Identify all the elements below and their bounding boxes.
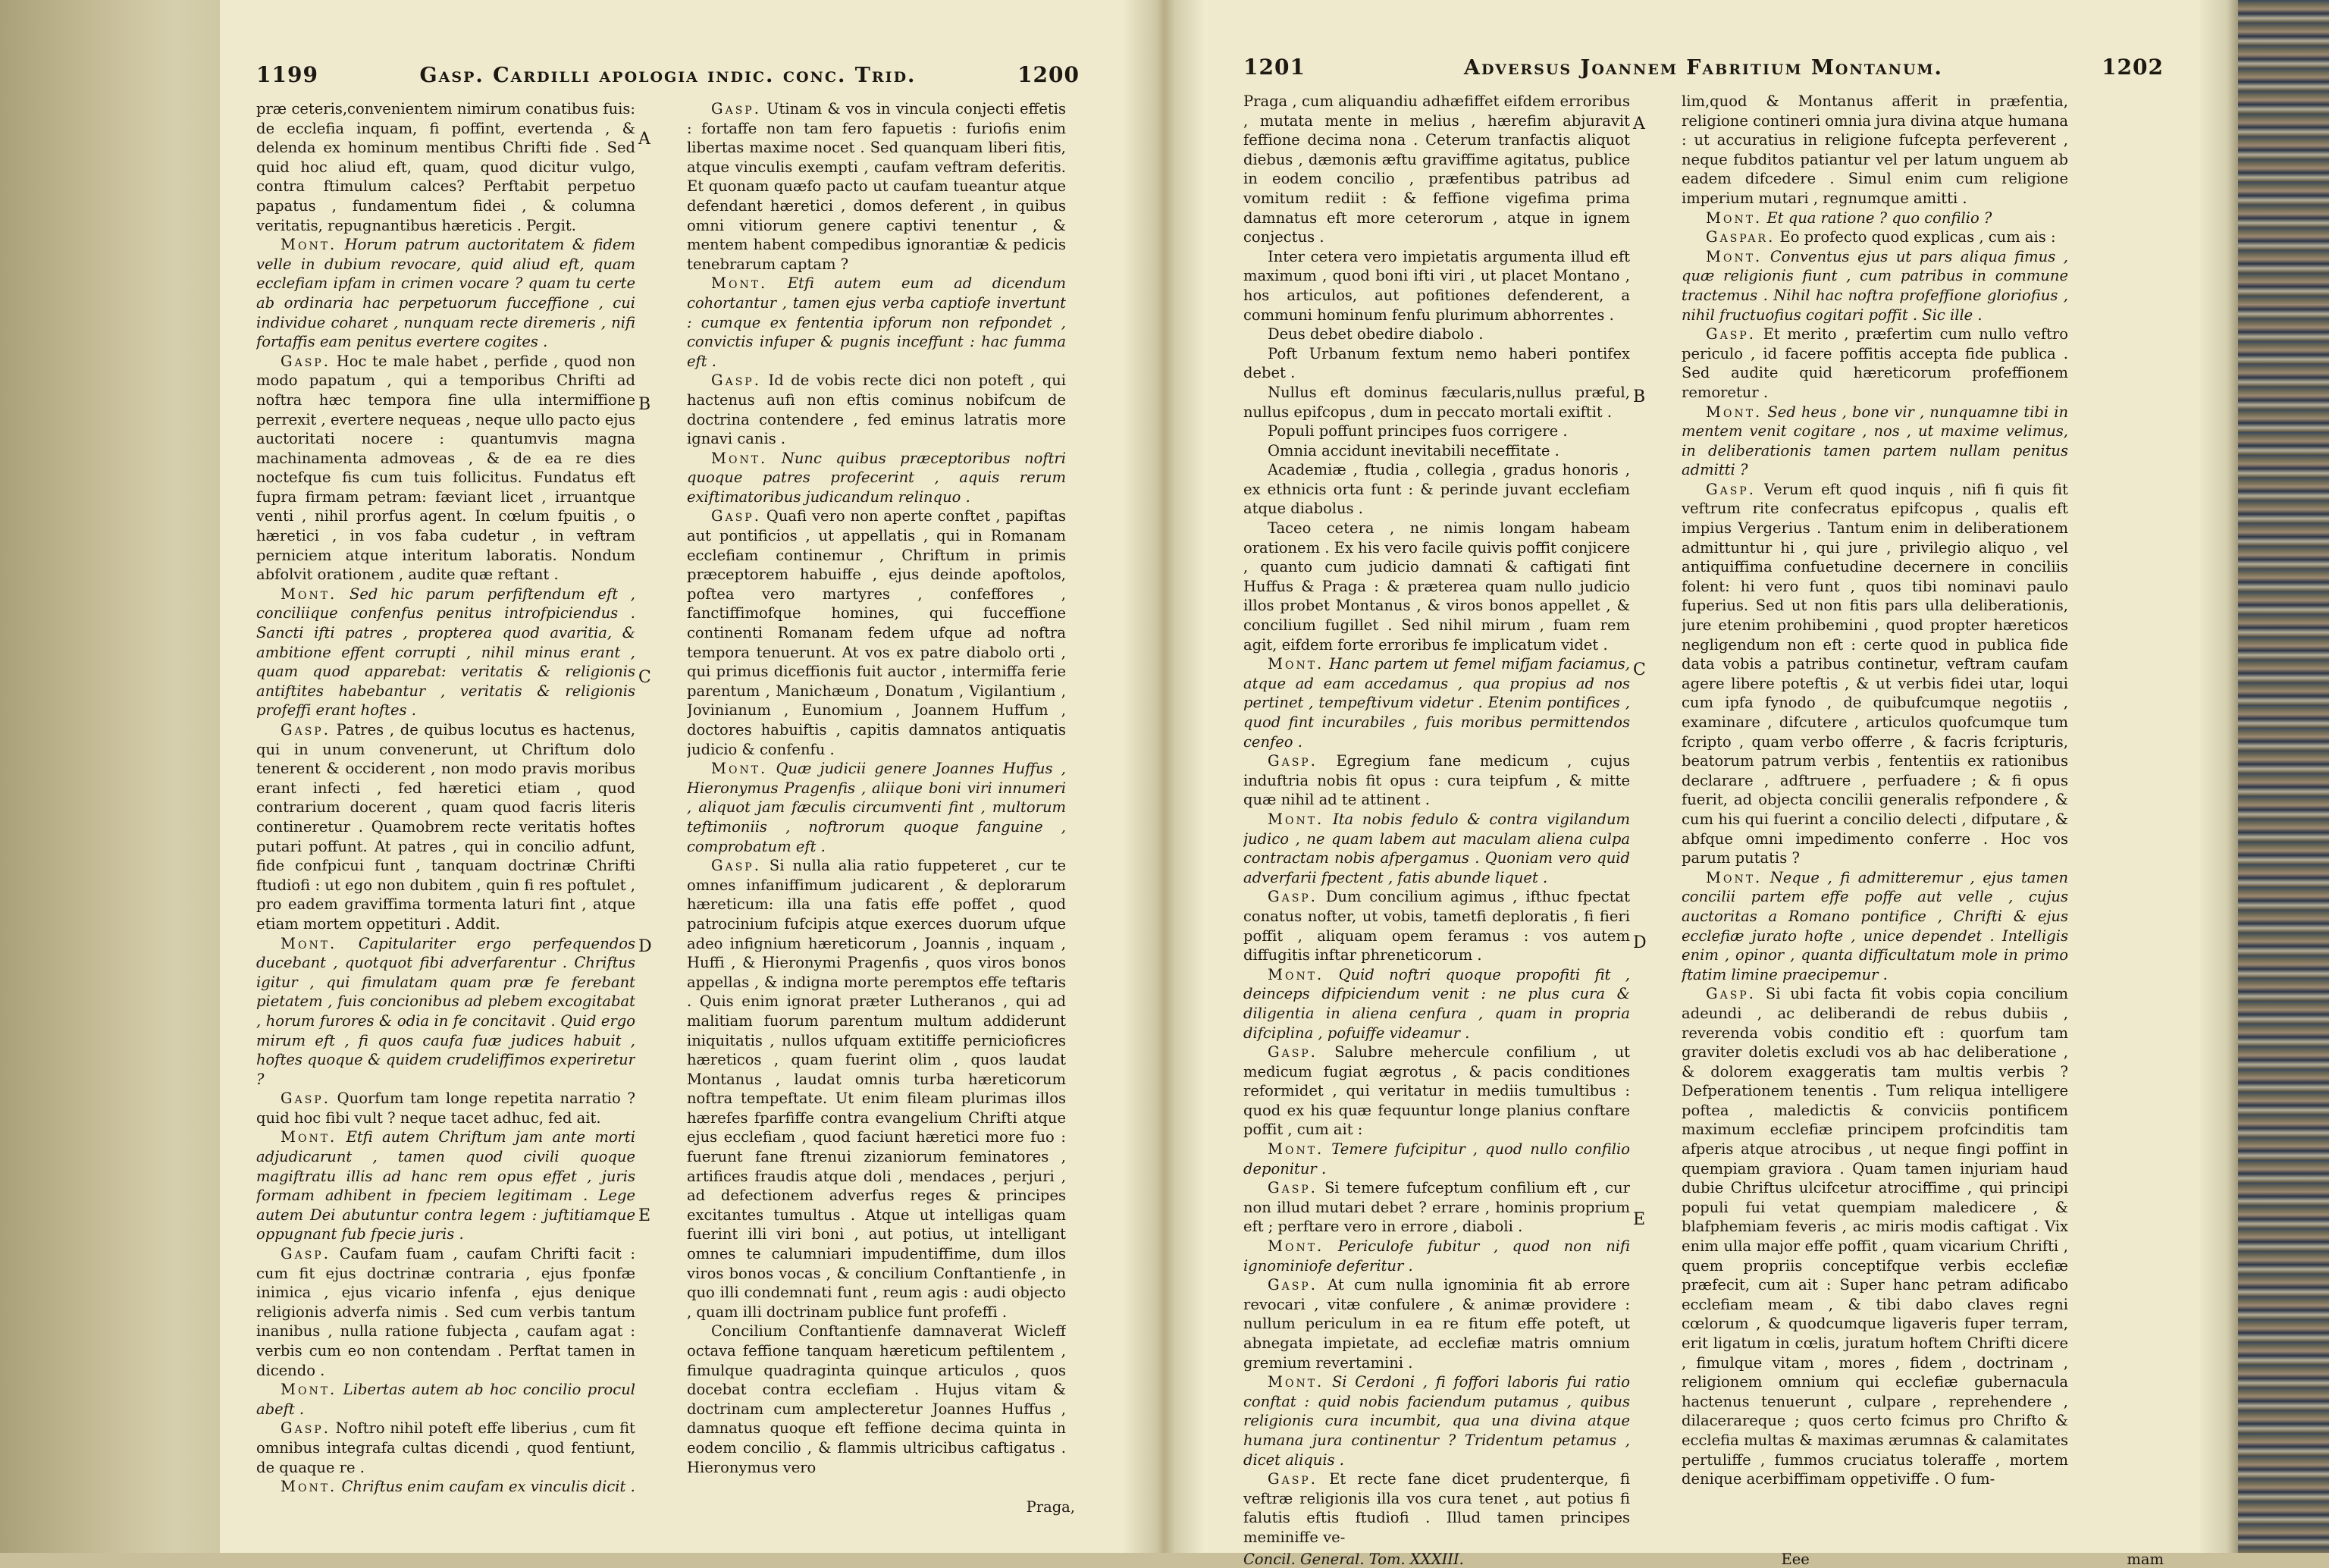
paragraph-text: Quid noftri quoque propofiti fit , deinceps difpiciendum venit : ne plus cura & diligentia in aliena cenfura , quam in propria difciplina , pofuiffe videamur . bbox=[1243, 965, 1630, 1042]
paragraph bbox=[256, 1089, 635, 1127]
running-head-left bbox=[256, 62, 1080, 87]
paragraph bbox=[256, 1244, 635, 1380]
paragraph-text: Verum eft quod inquis , nifi fi quis fit veftrum rite confecratus epifcopus , qualis eft impius Vergerius . Tantum enim in deliberationem admittuntur hi , qui jure , privilegio aliquo , vel antiquiffima confuetudine decernere in conciliis folent: hi vero funt , quos tibi nominavi paulo fuperius. Sed ut non fitis pars ulla deliberationis, jure etenim prohibemini , quod propter hæreticos negligendum non eft : certe quod in publica fide data vobis a patribus continetur, veftram caufam agere libere poteftis , & ut verbis fidei utar, loqui cum ipfa fynodo , de quibufcumque negotiis , examinare , difcutere , articulos quofcumque tum fcripto , quam verbo offerre , & facris fcripturis, beatorum patrum verbis , fententiis ex rationibus declarare , adftruere , perfuadere ; & fi opus fuerit, ad objecta concilii generalis refpondere , & cum his qui fuerint a concilio delecti , difputare , & abfque omni impedimento conferre . Hoc vos parum putatis ? bbox=[1682, 480, 2068, 867]
margin-letter: B bbox=[638, 395, 651, 414]
speaker-label: Mont. bbox=[281, 1478, 337, 1496]
paragraph bbox=[1682, 227, 2068, 247]
paragraph-text: Noftro nihil poteft effe liberius , cum fit omnibus integrafa cultas dicendi , quod fentiunt, de quaque re . bbox=[256, 1419, 635, 1476]
margin-letter: D bbox=[1633, 933, 1647, 952]
paragraph bbox=[1682, 209, 2068, 228]
text-column bbox=[1682, 92, 2068, 1548]
speaker-label: Mont. bbox=[1268, 965, 1324, 983]
paragraph bbox=[1243, 654, 1630, 751]
paragraph bbox=[1243, 325, 1630, 344]
paragraph bbox=[256, 99, 635, 235]
speaker-label: Gasp. bbox=[1706, 325, 1756, 343]
paragraph bbox=[1682, 480, 2068, 868]
speaker-label: Mont. bbox=[711, 274, 768, 293]
margin-letter: C bbox=[638, 668, 651, 687]
text-column bbox=[1243, 92, 1630, 1548]
text-column bbox=[256, 99, 635, 1497]
speaker-label: Gasp. bbox=[711, 100, 761, 118]
paragraph bbox=[1243, 1372, 1630, 1469]
margin-letters bbox=[635, 99, 661, 1497]
paragraph bbox=[1682, 403, 2068, 480]
speaker-label: Gasp. bbox=[1268, 888, 1318, 906]
speaker-label: Mont. bbox=[281, 585, 337, 603]
speaker-label: Gasp. bbox=[711, 372, 761, 390]
left-page bbox=[220, 0, 1122, 1553]
paragraph bbox=[1243, 1178, 1630, 1237]
paragraph-text: Hoc te male habet , perfide , quod non modo papatum , qui a temporibus Chrifti ad noftra hæc tempora fine ulla intermiffione perrexit , evertere nequeas , neque ullo pacto ejus auctoritati nocere : quantumvis magna machinamenta admoveas , & de ea re dies noctefque fis cum tuis follicitus. Fundatus eft fupra firmam petram: fæviant licet , irruantque venti , nihil prorfus agent. In cœlum fpuitis , o hæretici , in vos faba cudetur , in veftram perniciem atque interitum laboratis. Nondum abfolvit orationem , audite quæ reftant . bbox=[256, 352, 635, 584]
speaker-label: Gasp. bbox=[1268, 1470, 1318, 1488]
paragraph-text: Caufam fuam , caufam Chrifti facit : cum fit ejus doctrinæ contraria , ejus fponfæ inimica , ejus vicario infenfa , ejus denique religionis adverfa nimis . Sed cum verbis tantum inanibus , nulla ratione fubjecta , caufam agat : verbis cum eo non contendam . Perftat tamen in dicendo . bbox=[256, 1245, 635, 1379]
paragraph bbox=[1243, 422, 1630, 441]
margin-letter: C bbox=[1633, 660, 1646, 679]
paragraph-text: Nullus eft dominus fæcularis,nullus præful, nullus epifcopus , dum in peccato mortali exiftit . bbox=[1243, 383, 1630, 421]
margin-letters bbox=[1630, 92, 1656, 1548]
paragraph bbox=[687, 759, 1066, 856]
paragraph bbox=[256, 352, 635, 585]
speaker-label: Gasp. bbox=[281, 352, 331, 370]
paragraph-text: Capitulariter ergo perfequendos ducebant , quotquot fibi adverfarentur . Chriftus igitur , qui fimulatam quam præ fe ferebant pietatem , fuis concionibus ad plebem excogitabat , horum furores & odia in fe concitavit . Quid ergo mirum eft , fi quos caufa fuæ judices habuit , hoftes quoque & quidem crudeliffimos experiretur ? bbox=[256, 934, 635, 1088]
paragraph-text: Si ubi facta fit vobis copia concilium adeundi , ac deliberandi de rebus dubiis , reverenda vobis conditio eft : quorfum tam graviter doletis excludi vos ab hac deliberatione , & dolorem exaggeratis tam multis verbis ? Defperationem tenentis . Tum reliqua intelligere poftea , maledictis & conviciis pontificem maximum ecclefiæ principem profcinditis tam afperis atque atrocibus , ut neque fingi poffint in quempiam graviora . Quam tamen injuriam haud dubie Chriftus ulcifcetur atrociffime , qui principi populi fui vetat quempiam maledicere , & blafphemiam feveris , ac miris modis caftigat . Vix enim ulla major effe poffit , quam vicarium Chrifti , quem propriis conceptifque verbis ecclefiæ præfecit, cum ait : Super hanc petram adificabo ecclefiam meam , & tibi dabo claves regni cœlorum , & quodcumque ligaveris fuper terram, erit ligatum in cœlis, juratum hoftem Chrifti dicere , fimulque vitam , mores , fidem , doctrinam , religionem omnium qui ecclefiæ gubernacula hactenus tenuerunt , culpare , reprehendere , dilacerareque ; quos certo fcimus pro Chrifto & ecclefia multas & maximas ærumnas & calamitates pertuliffe , fummos cruciatus toleraffe , mortem denique acerbiffimam oppetiviffe . O fum- bbox=[1682, 985, 2068, 1488]
paragraph-text: Si nulla alia ratio fuppeteret , cur te omnes infaniffimum judicarent , & deplorarum hæreticum: illa una fatis effe poffet , quod patrocinium fufcipis atque exerces duorum ufque adeo infignium hæreticorum , Joannis , inquam , Huffi , & Hieronymi Pragenfis , quos viros bonos appellas , & indigna morte peremptos effe teftaris . Quis enim ignorat præter Lutheranos , qui ad malitiam fuorum parentum multum addiderunt iniquitatis , nullos ufquam extitiffe pernicioficres hæreticos , quam fuerint olim , quos laudat Montanus , laudat omnis turba hæreticorum noftra tempeftate. Ut enim fileam plurimas illos hærefes fparfiffe contra evangelium Chrifti atque ejus ecclefiam , quod faciunt hæretici more fuo : fuerunt fane ftrenui zizaniorum feminatores , artifices fraudis atque doli , mendaces , perjuri , ad defectionem adverfus reges & principes excitantes tumultus . Atque ut intelligas quam fuerint illi viri boni , aut potius, ut intelligant omnes te calumniari impudentiffime, dum illos viros bonos vocas , & concilium Conftantienfe , in quo illi condemnati funt , reum agis : audi objecto , quam illi doctrinam publice funt profeffi . bbox=[687, 857, 1066, 1321]
paragraph-text: Concilium Conftantienfe damnaverat Wicleff octava feffione tanquam hæreticum peftilentem , fimulque quadraginta quinque articulos , quos docebat contra ecclefiam . Hujus vitam & doctrinam cum amplecteretur Joannes Huffus , damnatus quoque eft feffione decima quinta in eodem concilio , & flammis ultricibus caftigatus . Hieronymus vero bbox=[687, 1322, 1066, 1476]
paragraph-text: Quorfum tam longe repetita narratio ? quid hoc fibi vult ? neque tacet adhuc, fed ait. bbox=[256, 1090, 635, 1127]
paragraph bbox=[256, 1477, 635, 1497]
speaker-label: Gasp. bbox=[281, 1245, 331, 1263]
paragraph-text: præ ceteris,convenientem nimirum conatibus fuis: de ecclefia inquam, fi poffint, evertenda , & delenda ex hominum mentibus Chrifti fide . Sed quid hoc aliud eft, quam, quod dicitur vulgo, contra ftimulum calces? Perftabit perpetuo papatus , fundamentum fidei , & columna veritatis, repugnantibus hæreticis . Pergit. bbox=[256, 100, 635, 234]
paragraph-text: Nunc quibus præceptoribus noftri quoque patres profecerint , aquis rerum exiftimatoribus judicandum relinquo . bbox=[687, 449, 1066, 506]
paragraph bbox=[1682, 247, 2068, 325]
speaker-label: Mont. bbox=[281, 1128, 337, 1146]
margin-letter: A bbox=[638, 130, 650, 149]
paragraph-text: Et merito , præfertim cum nullo veftro periculo , id facere poffitis accepta fide publica . Sed audite quid hæreticorum profeffionem remoretur . bbox=[1682, 325, 2068, 401]
paragraph-text: Etfi autem eum ad dicendum cohortantur , tamen ejus verba captiofe invertunt : cumque ex fententia ipforum non refpondet , convictis infuper & pugnis inceffunt : hac fumma eft . bbox=[687, 274, 1066, 370]
paragraph-text: Sed heus , bone vir , nunquamne tibi in mentem venit cogitare , nos , ut maxime velimus, in deliberationis tamen partem nullam penitus admitti ? bbox=[1682, 403, 2068, 479]
speaker-label: Mont. bbox=[281, 236, 337, 254]
speaker-label: Mont. bbox=[1706, 247, 1763, 265]
paragraph-text: Utinam & vos in vincula conjecti effetis : fortaffe non tam fero fapuetis : furiofis enim libertas maxime nocet . Sed quanquam liberi fitis, atque vinculis exempti , caufam veftram deferitis. Et quonam quæfo pacto ut caufam tueantur atque defendant hæretici , domos deferent , in quibus omni vitiorum genere captivi tenentur , & mentem habent compedibus ignorantiæ & pedicis tenebrarum captam ? bbox=[687, 100, 1066, 273]
paragraph-text: Omnia accidunt inevitabili neceffitate . bbox=[1268, 441, 1559, 459]
speaker-label: Mont. bbox=[1268, 1140, 1324, 1159]
paragraph-text: Ita nobis fedulo & contra vigilandum judico , ne quam labem aut maculam aliena culpa contractam nobis afpergamus . Quoniam vero quid adverfarii fpectent , fatis abunde liquet . bbox=[1243, 810, 1630, 886]
paragraph-text: Patres , de quibus locutus es hactenus, qui in unum convenerunt, ut Chriftum dolo tenerent & occiderent , non modo pravis moribus erant infecti , fed hæretici etiam , quod contrarium docerent , quam quod facris literis contineretur . Quamobrem recte veritatis hoftes putari poffunt. At patres , qui in concilio adfunt, fide confpicui funt , tanquam doctrinæ Chrifti ftudiofi : ut ego non dubitem , quin fi res poftulet , pro eadem graviffima tormenta laturi fint , atque etiam mortem oppetituri . Addit. bbox=[256, 721, 635, 933]
speaker-label: Mont. bbox=[281, 1381, 337, 1399]
page-number: 1201 bbox=[1243, 55, 1306, 80]
paragraph bbox=[256, 934, 635, 1090]
catchword: Praga, bbox=[1026, 1497, 1075, 1516]
paragraph bbox=[1243, 1275, 1630, 1372]
paragraph-text: Quafi vero non aperte conftet , papiftas aut pontificios , ut appellatis , qui in Romanam ecclefiam continemur , Chriftum in primis præceptorem habuiffe , ejus deinde apoftolos, poftea vero martyres , confeffores , fanctiffimofque homines, qui fucceffione continenti Romanam fedem ufque ad noftra tempora tenuerunt. At vos ex patre diabolo orti , qui primus diceffionis fuit auctor , intermiffa ferie parentum , Manichæum , Donatum , Vigilantium , Jovinianum , Eunomium , Joannem Huffum , doctores habuiftis , capitis damnatos antiquatis judicio & confenfu . bbox=[687, 507, 1066, 758]
paragraph-text: Chriftus enim caufam ex vinculis dicit . bbox=[341, 1478, 635, 1496]
speaker-label: Gasp. bbox=[1268, 1043, 1318, 1062]
paragraph-text: Libertas autem ab hoc concilio procul abeft . bbox=[256, 1381, 635, 1418]
speaker-label: Gasp. bbox=[1706, 480, 1756, 498]
paragraph-text: Populi poffunt principes fuos corrigere . bbox=[1268, 422, 1568, 441]
paragraph-text: Si Cerdoni , fi foffori laboris fui ratio conftat : quid nobis faciendum putamus , quibus religionis cura incumbit, qua una divina atque humana jura continentur ? Tridentum petamus , dicet aliquis . bbox=[1243, 1373, 1630, 1469]
paragraph-text: Temere fufcipitur , quod nullo confilio deponitur . bbox=[1243, 1140, 1630, 1178]
paragraph bbox=[1682, 92, 2068, 209]
margin-letter: A bbox=[1633, 114, 1645, 133]
speaker-label: Gasp. bbox=[711, 857, 761, 875]
paragraph bbox=[687, 371, 1066, 448]
speaker-label: Mont. bbox=[711, 449, 768, 467]
speaker-label: Gasp. bbox=[281, 721, 331, 739]
gathering-mark: Eee bbox=[1781, 1550, 1810, 1568]
paragraph bbox=[256, 1419, 635, 1477]
margin-letter: B bbox=[1633, 387, 1646, 406]
paragraph-text: lim,quod & Montanus afferit in præfentia, religione contineri omnia jura divina atque humana : ut accuratius in religione fufcepta perfeverent , neque fubditos patiantur vel per latum unguem ab eadem difcedere . Simul enim cum religione imperium mutari , regnumque amitti . bbox=[1682, 93, 2068, 207]
paragraph-text: Praga , cum aliquandiu adhæfiffet eifdem erroribus , mutata mente in melius , hærefim abjuravit feffione decima nona . Ceterum tranfactis aliquot diebus , dæmonis æftu graviffime agitatus, publice in eodem concilio , præfentibus patribus ad vomitum rediit : & feffione vigefima prima damnatus eft more ceterorum , atque in ignem conjectus . bbox=[1243, 93, 1630, 246]
speaker-label: Gaspar. bbox=[1706, 228, 1776, 246]
paragraph-text: Poft Urbanum fextum nemo haberi pontifex debet . bbox=[1243, 344, 1630, 382]
paragraph-text: Neque , fi admitteremur , ejus tamen concilii partem effe poffe aut velle , cujus auctoritas a Romano pontifice , Chrifti & ejus ecclefiæ jurato hofte , unice dependet . Intelligis enim , opinor , quanta difficultatum mole in primo ftatim limine praecipemur . bbox=[1682, 868, 2068, 983]
margin-letter: D bbox=[638, 937, 652, 956]
paragraph bbox=[1243, 1140, 1630, 1178]
text-column bbox=[687, 99, 1066, 1497]
margin-letter: E bbox=[638, 1206, 651, 1225]
page-number: 1199 bbox=[256, 62, 318, 87]
paragraph-text: Sed hic parum perfiftendum eft , conciliique confenfus penitus introfpiciendus . Sancti ifti patres , propterea quod avaritia, & ambitione effent corrupti , nihil minus erant , quam quod apparebat: veritatis & religionis antiftites habebantur , veritatis & religionis profeffi erant hoftes . bbox=[256, 585, 635, 720]
paragraph bbox=[687, 99, 1066, 274]
speaker-label: Gasp. bbox=[711, 507, 761, 525]
paragraph-text: At cum nulla ignominia fit ab errore revocari , vitæ confulere , & animæ providere : nullum periculum in ea re fitum effe poteft, ut abnegata impietate, ad ecclefiæ matris omnium gremium revertamini . bbox=[1243, 1276, 1630, 1372]
speaker-label: Mont. bbox=[1268, 655, 1324, 673]
paragraph bbox=[687, 1322, 1066, 1477]
paragraph bbox=[687, 856, 1066, 1322]
paragraph bbox=[1243, 441, 1630, 461]
paragraph-text: Etfi autem Chriftum jam ante morti adjudicarunt , tamen quod civili quoque magiftratu illis ad hanc rem opus effet , juris formam adhibent in fpeciem legitimam . Lege autem Dei abutuntur contra legem : juftitiamque oppugnant fub fpecie juris . bbox=[256, 1128, 635, 1243]
paragraph-text: Egregium fane medicum , cujus induftria nobis fit opus : cura teipfum , & mitte quæ nihil ad te attinent . bbox=[1243, 752, 1630, 809]
paragraph-text: Si temere fufceptum confilium eft , cur non illud mutari debet ? errare , hominis proprium eft ; perftare vero in errore , diaboli . bbox=[1243, 1179, 1630, 1236]
volume-signature: Concil. General. Tom. XXXIII. bbox=[1243, 1550, 1464, 1568]
paragraph bbox=[1243, 751, 1630, 810]
background-fabric bbox=[2238, 0, 2329, 1553]
speaker-label: Mont. bbox=[1268, 1237, 1324, 1256]
paragraph-text: Et qua ratione ? quo confilio ? bbox=[1766, 209, 1992, 227]
speaker-label: Gasp. bbox=[1268, 1276, 1318, 1294]
paragraph bbox=[687, 274, 1066, 371]
paragraph bbox=[256, 1127, 635, 1244]
speaker-label: Gasp. bbox=[1706, 985, 1756, 1003]
paragraph-text: Taceo cetera , ne nimis longam habeam orationem . Ex his vero facile quivis poffit conjicere , quanto cum judicio damnati & caftigati fint Huffus & Praga : & præterea quam nullo judicio illos probet Montanus , & viros bonos appellet , & concilium fugillet . Sed nihil mirum , fuam rem agit, eifdem forte erroribus fe implicatum videt . bbox=[1243, 519, 1630, 654]
paragraph-text: Quæ judicii genere Joannes Huffus , Hieronymus Pragenfis , aliique boni viri innumeri , aliquot jam fæculis circumventi fint , multorum teftimoniis , noftrorum quoque fanguine , comprobatum eft . bbox=[687, 760, 1066, 855]
paragraph bbox=[256, 585, 635, 720]
speaker-label: Mont. bbox=[1706, 209, 1763, 227]
paragraph-text: Conventus ejus ut pars aliqua fimus , quæ religionis fiunt , cum patribus in commune tractemus . Nihil hac noftra profeffione gloriofius , nihil fructuofius cogitari poffit . Sic ille . bbox=[1682, 247, 2068, 324]
paragraph-text: Academiæ , ftudia , collegia , gradus honoris , ex ethnicis orta funt : & perinde juvant ecclefiam atque diabolus . bbox=[1243, 461, 1630, 518]
speaker-label: Mont. bbox=[711, 760, 768, 778]
page-number: 1200 bbox=[1017, 62, 1080, 87]
speaker-label: Mont. bbox=[1268, 1373, 1324, 1391]
paragraph-text: Inter cetera vero impietatis argumenta illud eft maximum , quod boni ifti viri , ut placet Montano , hos articulos, aut pofitiones defenderent, a communi hominum fenfu plurimum abhorrentes . bbox=[1243, 247, 1630, 324]
paragraph bbox=[1682, 868, 2068, 985]
paragraph bbox=[256, 720, 635, 934]
running-title: Adversus Joannem Fabritium Montanum. bbox=[1464, 56, 1943, 80]
speaker-label: Mont. bbox=[281, 934, 337, 952]
running-title: Gasp. Cardilli apologia indic. conc. Trid. bbox=[419, 64, 917, 87]
book-spine bbox=[1122, 0, 1207, 1553]
margin-letter: E bbox=[1633, 1210, 1646, 1229]
speaker-label: Mont. bbox=[1706, 403, 1763, 421]
paragraph-text: Hanc partem ut femel mifjam faciamus, atque ad eam accedamus , qua propius ad nos pertinet , tempeftivum videtur . Etenim pontifices , quod fint incurabiles , fuis moribus permittendos cenfeo . bbox=[1243, 655, 1630, 751]
paragraph bbox=[687, 449, 1066, 507]
paragraph bbox=[1243, 887, 1630, 964]
catchword: mam bbox=[2127, 1550, 2164, 1568]
paragraph-text: Id de vobis recte dici non poteft , qui hactenus aufi non eftis cominus nobifcum de doctrina contendere , fed eminus latratis more ignavi canis . bbox=[687, 372, 1066, 448]
right-page bbox=[1207, 0, 2200, 1568]
paragraph bbox=[1243, 383, 1630, 422]
paragraph bbox=[1243, 1469, 1630, 1547]
paragraph bbox=[1243, 92, 1630, 247]
speaker-label: Mont. bbox=[1268, 810, 1324, 828]
paragraph bbox=[1243, 519, 1630, 654]
paragraph-text: Deus debet obedire diabolo . bbox=[1268, 325, 1484, 343]
paragraph bbox=[1682, 325, 2068, 402]
paragraph-text: Horum patrum auctoritatem & fidem velle in dubium revocare, quid aliud eft, quam ecclefiam ipfam in crimen vocare ? quam tu certe ab ordinaria hac perpetuorum fucceffione , cui individue coharet , nunquam recte diremeris , nifi fortaffis eam penitus evertere cogites . bbox=[256, 236, 635, 351]
book-page-stack-right bbox=[2200, 0, 2238, 1553]
paragraph bbox=[256, 235, 635, 352]
paragraph bbox=[687, 506, 1066, 759]
paragraph-text: Dum concilium agimus , ifthuc fpectat conatus nofter, ut vobis, tametfi deploratis , fi fieri poffit , aliquam opem feramus : vos autem diffugitis inftar phreneticorum . bbox=[1243, 888, 1630, 964]
paragraph bbox=[1682, 984, 2068, 1488]
paragraph bbox=[256, 1380, 635, 1419]
paragraph bbox=[1243, 344, 1630, 383]
speaker-label: Gasp. bbox=[1268, 1179, 1318, 1197]
paragraph-text: Eo profecto quod explicas , cum ais : bbox=[1779, 228, 2056, 246]
paragraph-text: Periculofe fubitur , quod non nifi ignominiofe deferitur . bbox=[1243, 1237, 1630, 1275]
running-head-right bbox=[1243, 55, 2164, 80]
paragraph-text: Salubre mehercule confilium , ut medicum fugiat ægrotus , & pacis conditiones reformidet , qui veritatur in mediis tumultibus : quod ex his quæ fequuntur longe planius conftare poffit , cum ait : bbox=[1243, 1043, 1630, 1139]
paragraph bbox=[1243, 460, 1630, 519]
paragraph-text: Et recte fane dicet prudenterque, fi veftræ religionis illa vos cura tenet , aut potius fi falutis eftis ftudiofi . Illud tamen principes meminiffe ve- bbox=[1243, 1470, 1630, 1546]
paragraph bbox=[1243, 1237, 1630, 1275]
speaker-label: Mont. bbox=[1706, 868, 1763, 886]
paragraph bbox=[1243, 965, 1630, 1043]
paragraph bbox=[1243, 810, 1630, 887]
page-number: 1202 bbox=[2102, 55, 2164, 80]
paragraph bbox=[1243, 1043, 1630, 1140]
speaker-label: Gasp. bbox=[1268, 752, 1318, 770]
paragraph bbox=[1243, 247, 1630, 325]
speaker-label: Gasp. bbox=[281, 1090, 331, 1108]
book-page-stack-left bbox=[0, 0, 220, 1553]
speaker-label: Gasp. bbox=[281, 1419, 331, 1438]
